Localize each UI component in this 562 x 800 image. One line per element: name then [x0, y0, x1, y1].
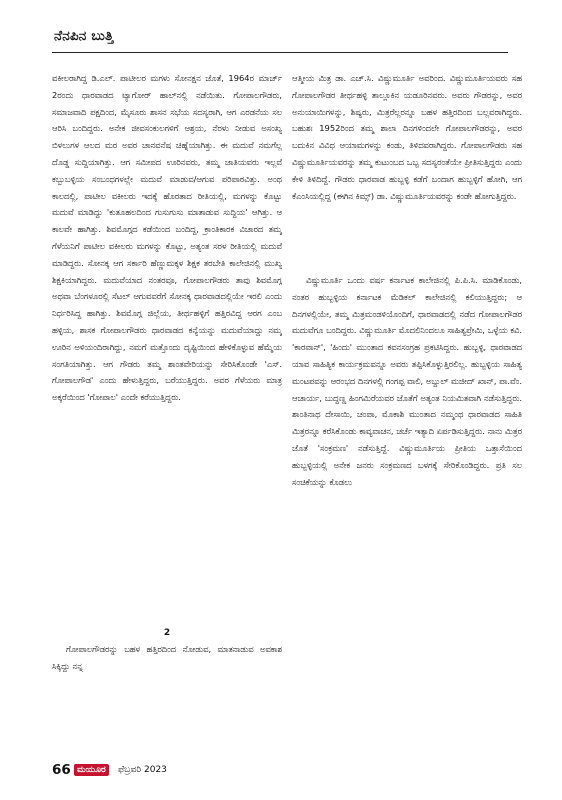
- header-divider: [52, 52, 508, 53]
- section-number: 2: [163, 628, 171, 638]
- page-number: 66: [52, 762, 71, 778]
- page-footer: [52, 762, 312, 782]
- section-title: ನೆನಪಿನ ಬುತ್ತಿ: [54, 28, 114, 44]
- left-paragraph-2: ಗೋಪಾಲಗೌಡರನ್ನು ಬಹಳ ಹತ್ತಿರದಿಂದ ನೋಡುವ, ಮಾತನಾಡುವ ಅವಕಾಶ ಸಿಕ್ಕಿದ್ದು ನನ್ನ: [52, 644, 282, 671]
- magazine-logo: ಮಯೂರ: [74, 764, 109, 776]
- issue-date: ಫೆಬ್ರವರಿ 2023: [118, 765, 167, 775]
- right-column: [292, 70, 522, 692]
- page-header: [52, 22, 508, 62]
- left-paragraph-1: ವಕೀಲರಾಗಿದ್ದ ಡಿ.ಎಲ್. ಪಾಟೀಲರ ಮಗಳು ಸೋನಕ್ಷನ ಜೊತೆ, 1964ರ ಮಾರ್ಚ್ 2ರಂದು ಧಾರವಾಡದ ಟ್ಯಾಗೋರ್ ಹಾಲ್‌ನಲ್ಲಿ ನಡೆಯಿತು. ಗೋಪಾಲಗೌಡರು, ಸಮಾಜವಾದಿ ಪಕ್ಷದಿಂದ, ಮೈಸೂರು ಶಾಸನ ಸಭೆಯ ಸದಸ್ಯರಾಗಿ, ಆಗ ಎರಡನೆಯ ಸಲ ಆರಿಸಿ ಬಂದಿದ್ದರು. ಅನೇಕ ಜೀವಸಂಕುಲಗಳಿಗೆ ಆಶ್ರಯ, ನೆರಳು ನೀಡುವ ಅಸಂಖ್ಯ ಬಿಳಲುಗಳ ಆಲದ ಮರ ಅವರ ಚಾನವನೆಷ ಚಿಹ್ನೆಯಾಗಿತ್ತು. ಈ ಮದುವೆ ನಮಗೆಲ್ಲ ದೊಡ್ಡ ಸುದ್ದಿಯಾಗಿತ್ತು. ಆಗ ಸಮೀಪದ ಊರಿನವರು, ತಮ್ಮ ಜಾತಿಯವರು ಇಲ್ಲವೆ ಕಬ್ಬುಬಳ್ಳಿಯ ಸಂಬಂಧಗಳಲ್ಲೇ ಮದುವೆ ಮಾಡುವ/ಆಗುವ ಪರಿಪಾಠವಿತ್ತು. ಅಂಥ ಕಾಲದಲ್ಲಿ, ಪಾಟೀಲ ವಕೀಲರು ಇದಕ್ಕೆ ಹೊರತಾದ ರೀತಿಯಲ್ಲಿ, ಮಗಳನ್ನು ಕೊಟ್ಟು ಮದುವೆ ಮಾಡಿದ್ದು 'ಕುತೂಹಲದಿಂದ ಗುಸುಗುಸು ಮಾತಾಡುವ ಸುದ್ದಿಯ' ಆಗಿತ್ತು. ಆ ಕಾಲವೇ ಹಾಗಿತ್ತು. ಶಿವಮೊಗ್ಗದ ಕಡೆಯಿಂದ ಬಂದಿದ್ದ, ಕ್ರಾಂತಿಕಾರಕ ವಿಚಾರದ ತಮ್ಮ ಗೆಳೆಯನಿಗೆ ಪಾಟೀಲ ವಕೀಲರು ಮಗಳನ್ನು ಕೊಟ್ಟು, ಅತ್ಯಂತ ಸರಳ ರೀತಿಯಲ್ಲಿ ಮದುವೆ ಮಾಡಿದ್ದರು. ಸೋನಕ್ಕ ಆಗ ಸರ್ಕಾರಿ ಹೆಣ್ಣುಮಕ್ಕಳ ಶಿಕ್ಷಕ ತರಬೇತಿ ಕಾಲೇಜಿನಲ್ಲಿ ಮುಖ್ಯ ಶಿಕ್ಷಕಿಯಾಗಿದ್ದರು. ಮದುವೆಯಾದ ನಂತರವೂ, ಗೋಪಾಲಗೌಡರು ತಾವು ಶಿವಮೊಗ್ಗ ಅಥವಾ ಬೆಂಗಳೂರಲ್ಲಿ ಸೆಟಲ್ ಆಗುವವರೆಗೆ ಸೋನಕ್ಕ ಧಾರವಾಡದಲ್ಲಿಯೇ ಇರಲಿ ಎಂದು ನಿರ್ಧರಿಸಿದ್ದ ಹಾಗಿತ್ತು. ಶಿವಮೊಗ್ಗ ಜಿಲ್ಲೆಯ, ತೀರ್ಥಹಳ್ಳಿಗೆ ಹತ್ತಿರವಿದ್ದ ಆರಗ ಎಂಬ ಹಳ್ಳಿಯ, ಶಾಸಕ ಗೋಪಾಲಗೌಡರು ಧಾರವಾಡದ ಕನ್ಯೆಯನ್ನು ಮದುವೆಯಾದ್ದು ನಮ್ಮ ಊರಿನ ಅಳಿಯಂದಿರಾಗಿದ್ದು, ನಮಗೆ ಮತ್ತೊಂದು ದೃಷ್ಟಿಯಿಂದ ಹೇಳಿಕೊಳ್ಳುವ ಹೆಮ್ಮೆಯ ಸಂಗತಿಯಾಗಿತ್ತು. ಆಗ ಗೌಡರು ತಮ್ಮ ಶಾಂತವೇರಿಯನ್ನು ಸೇರಿಸಿಕೊಂಡೇ 'ಎಸ್. ಗೋಪಾಲಗೌಡ' ಎಂದು ಹೇಳುತ್ತಿದ್ದರು, ಬರೆಯುತ್ತಿದ್ದರು. ಅವರ ಗೆಳೆಯರು ಮಾತ್ರ ಅಕ್ಕರೆಯಿಂದ 'ಗೋಪಾಲ' ಎಂದೇ ಕರೆಯುತ್ತಿದ್ದರು.: [52, 73, 282, 403]
- right-paragraph-1: ಆತ್ಮೀಯ ಮಿತ್ರ ಡಾ. ಎಚ್.ಸಿ. ವಿಷ್ಣುಮೂರ್ತಿ ಅವರಿಂದ. ವಿಷ್ಣುಮೂರ್ತಿಯವರು ಸಹ ಗೋಪಾಲಗೌಡರ ತೀರ್ಥಹಳ್ಳಿ ತಾಲ್ಲೂಕಿನ ಯಡೂರಿನವರು. ಅವರು ಗೌಡರನ್ನು, ಅವರ ಅನುಯಾಯಿಗಳನ್ನು, ಶಿಷ್ಯರು, ಮಿತ್ರರೆಲ್ಲರನ್ನೂ ಬಹಳ ಹತ್ತಿರದಿಂದ ಬಲ್ಲವರಾಗಿದ್ದರು. ಬಹುಶಃ 1952ರಿಂದ ತಮ್ಮ ಶಾಲಾ ದಿನಗಳಿಂದಲೇ ಗೋಪಾಲಗೌಡರನ್ನು, ಅವರ ಬದುಕಿನ ವಿವಿಧ ಆಯಾಮಗಳನ್ನು ಕಂಡು, ತಿಳಿದವರಾಗಿದ್ದರು. ಗೋಪಾಲಗೌಡರು ಸಹ ವಿಷ್ಣುಮೂರ್ತಿಯವರನ್ನು ತಮ್ಮ ಕುಟುಂಬದ ಒಬ್ಬ ಸದಸ್ಯರಂತೆಯೇ ಪ್ರೀತಿಸುತ್ತಿದ್ದರು ಎಂದು ಕೇಳಿ ತಿಳಿದಿದ್ದೆ. ಗೌಡರು ಧಾರವಾಡ ಹುಬ್ಬಳ್ಳಿ ಕಡೆಗೆ ಬಂದಾಗ ಹುಬ್ಬಳ್ಳಿಗೆ ಹೋಗಿ, ಆಗ ಕೆಎಂಸಿಯಲ್ಲಿದ್ದ (ಈಗಿನ ಕಿಮ್ಸ್) ಡಾ. ವಿಷ್ಣುಮೂರ್ತಿಯವರನ್ನು ಕಂಡೇ ಹೋಗುತ್ತಿದ್ದರು.: [292, 73, 522, 201]
- left-column: [52, 70, 282, 691]
- right-paragraph-2: ವಿಷ್ಣುಮೂರ್ತಿ ಒಂದು ವರ್ಷ ಕರ್ನಾಟಕ ಕಾಲೇಜಿನಲ್ಲಿ ಪಿ.ಪಿ.ಸಿ. ಮಾಡಿಕೊಂಡು, ನಂತರ ಹುಬ್ಬಳ್ಳಿಯ ಕರ್ನಾಟಕ ಮೆಡಿಕಲ್ ಕಾಲೇಜಿನಲ್ಲಿ ಕಲಿಯುತ್ತಿದ್ದರು; ಆ ದಿನಗಳಲ್ಲಿಯೇ, ತಮ್ಮ ಮಿತ್ರಮಂಡಳಿಯೊಂದಿಗೆ, ಧಾರವಾಡದಲ್ಲಿ ನಡೆದ ಗೋಪಾಲಗೌಡರ ಮದುವೆಗೂ ಬಂದಿದ್ದರು. ವಿಷ್ಣುಮೂರ್ತಿ ಮೊದಲಿನಿಂದಲೂ ಸಾಹಿತ್ಯಪ್ರೇಮಿ, ಒಳ್ಳೆಯ ಕವಿ. 'ಕಾರವಾನ್', 'ಹಿಂದು' ಮುಂತಾದ ಕವನಸಂಗ್ರಹ ಪ್ರಕಟಿಸಿದ್ದರು. ಹುಬ್ಬಳ್ಳಿ, ಧಾರವಾಡದ ಯಾವ ಸಾಹಿತ್ಯಿಕ ಕಾರ್ಯಕ್ರಮವನ್ನೂ ಅವರು ತಪ್ಪಿಸಿಕೊಳ್ಳುತ್ತಿರಲಿಲ್ಲ. ಹುಬ್ಬಳ್ಳಿಯ ಸಾಹಿತ್ಯ ಮಂಟಪವನ್ನು ಆರಂಭದ ದಿನಗಳಲ್ಲಿ ಗಂಗಪ್ಪ ವಾಲಿ, ಅಬ್ದುಲ್ ಮಜೀದ್ ಖಾನ್, ಪಾ.ವೆಂ. ಆಚಾರ್ಯ, ಬುದ್ದಣ್ಣ ಹಿಂಗಮಿರೆಯವರ ಜೊತೆಗೆ ಅತ್ಯಂತ ನಿಯಮಿತವಾಗಿ ನಡೆಸುತ್ತಿದ್ದರು. ಶಾಂತಿನಾಥ ದೇಸಾಯಿ, ಚಂಪಾ, ಮೊಕಾಶಿ ಮುಂತಾದ ನಮ್ಮಂಥ ಧಾರವಾಡದ ಸಾಹಿತಿ ಮಿತ್ರರನ್ನೂ ಕರೆಸಿಕೊಂಡು ಕಾವ್ಯವಾಚನ, ಚರ್ಚೆ ಇತ್ಯಾದಿ ಏರ್ಪಡಿಸುತ್ತಿದ್ದರು. ನಾನು ಮಿತ್ರರ ಜೊತೆ 'ಸಂಕ್ರಮಣ' ನಡೆಸುತ್ತಿದ್ದೆ. ವಿಷ್ಣುಮೂರ್ತಿಯ ಪ್ರೀತಿಯ ಒತ್ತಾಸೆಯಿಂದ ಹುಬ್ಬಳ್ಳಿಯಲ್ಲಿ ಅನೇಕ ಜನರು ಸಂಕ್ರಮಣದ ಬಳಗಕ್ಕೆ ಸೇರಿಕೊಂಡಿದ್ದರು. ಪ್ರತಿ ಸಲ ಸಂಚಿಕೆಯನ್ನು ಕೊಡಲು: [292, 275, 522, 487]
